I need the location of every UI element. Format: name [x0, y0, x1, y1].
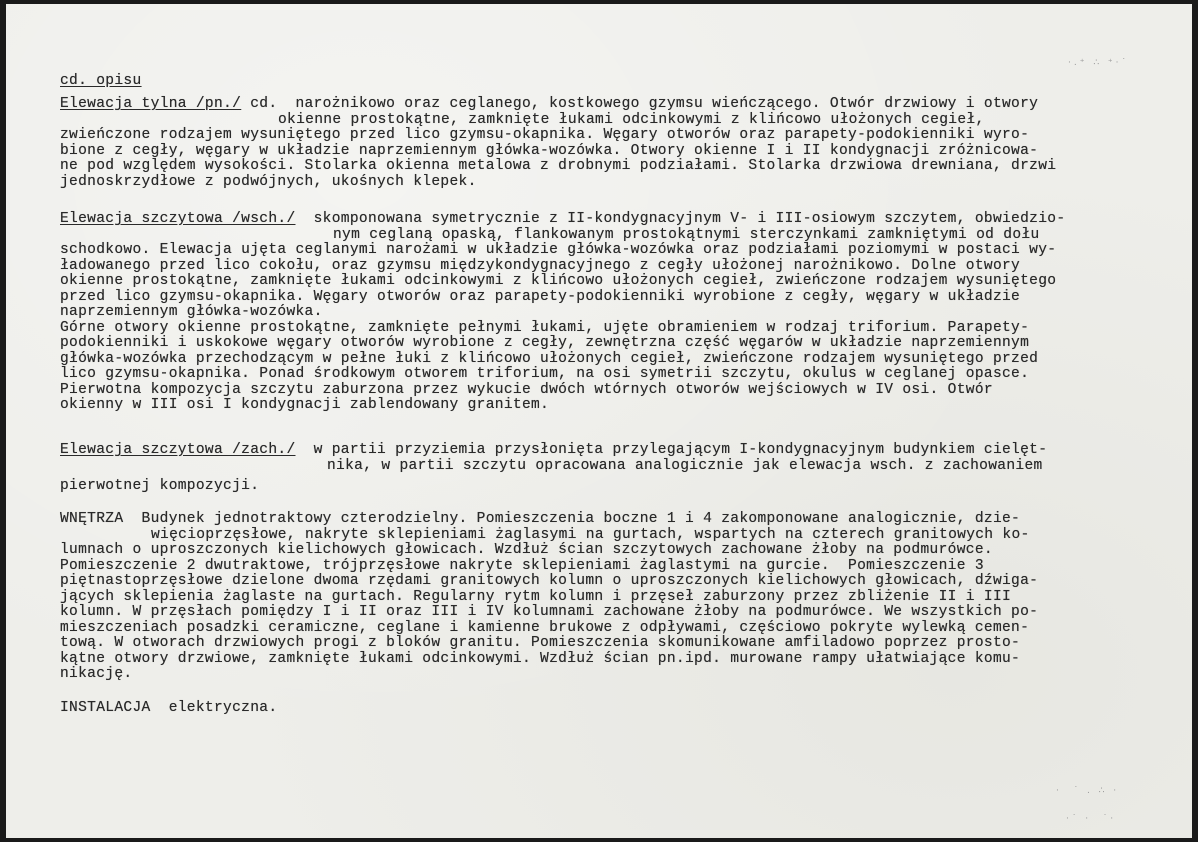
body-line: przed lico gzymsu-okapnika. Węgary otworów oraz parapety-podokienniki wyrobione z cegły, węgary w układzie: [60, 288, 1021, 305]
indented-line: nika, w partii szczytu opracowana analogicznie jak elewacja wsch. z zachowaniem: [327, 457, 1043, 474]
body-line: pierwotnej kompozycji.: [60, 478, 260, 494]
body-line: okienne prostokątne, zamknięte łukami odcinkowymi z klińcowo ułożonych cegieł, zwieńczone rodzajem wysuniętego: [60, 273, 1057, 289]
indented-line: nym ceglaną opaską, flankowanym prostokątnymi sterczynkami zamkniętymi od dołu: [333, 226, 1040, 243]
body-line: lico gzymsu-okapnika. Ponad środkowym otworem triforium, na osi symetrii szczytu, okulus w ceglanej opasce.: [60, 366, 1030, 382]
section-heading: WNĘTRZA: [60, 511, 124, 527]
section-lead-line: WNĘTRZA Budynek jednotraktowy czterodzielny. Pomieszczenia boczne 1 i 4 zakomponowane analogicznie, dzie-: [60, 511, 1021, 527]
body-line: zwieńczone rodzajem wysuniętego przed lico gzymsu-okapnika. Węgary otworów oraz parapety-podokienniki wyro-: [60, 127, 1030, 143]
body-line: nikację.: [60, 666, 133, 682]
body-line: lumnach o uproszczonych kielichowych głowicach. Wzdłuż ścian szczytowych zachowane żłoby na podmurówce.: [60, 542, 993, 558]
body-line: jednoskrzydłowe z podwójnych, ukośnych klepek.: [60, 173, 477, 190]
indented-line: okienne prostokątne, zamknięte łukami odcinkowymi z klińcowo ułożonych cegieł,: [278, 111, 985, 128]
body-line: Pierwotna kompozycja szczytu zaburzona przez wykucie dwóch wtórnych otworów wejściowych w IV osi. Otwór: [60, 381, 993, 398]
body-line: okienny w III osi I kondygnacji zablendowany granitem.: [60, 397, 550, 413]
body-line: bione z cegły, węgary w układzie naprzemiennym główka-wozówka. Otwory okienne I i II kondygnacji zróżnicowa-: [60, 142, 1039, 159]
section-heading: INSTALACJA: [60, 700, 151, 716]
body-line: Górne otwory okienne prostokątne, zamknięte pełnymi łukami, ujęte obramieniem w rodzaj triforium. Parapety-: [60, 319, 1030, 336]
scan-speckle: ·˙ · ˙·: [1066, 814, 1117, 824]
body-line: podokienniki i uskokowe węgary otworów wyrobione z cegły, zewnętrzna część węgarów w układzie naprzemiennym: [60, 335, 1030, 351]
indented-line: więcioprzęsłowe, nakryte sklepieniami żaglasymi na gurtach, wspartych na czterech granitowych ko-: [151, 526, 1030, 543]
body-line: ne pod względem wysokości. Stolarka okienna metalowa z drobnymi podziałami. Stolarka drzwiowa drewniana, drzwi: [60, 158, 1057, 174]
body-line: kolumn. W przęsłach pomiędzy I i II oraz III i IV kolumnami zachowane żłoby na podmurówce. We wszystkich po-: [60, 604, 1039, 620]
body-line: Pomieszczenie 2 dwutraktowe, trójprzęsłowe nakryte sklepieniami żaglastymi na gurcie. Pomieszczenie 3: [60, 557, 984, 574]
body-line: ładowanego przed lico cokołu, oraz gzymsu międzykondygnacyjnego z cegły ułożonej narożnikowo. Dolne otwory: [60, 257, 1021, 274]
section-heading: Elewacja tylna /pn./: [60, 96, 242, 112]
body-line: główka-wozówka przechodzącym w pełne łuki z klińcowo ułożonych cegieł, zwieńczone rodzajem wysuniętego przed: [60, 350, 1039, 367]
section-lead-line: INSTALACJA elektryczna.: [60, 700, 278, 716]
section-lead-line: Elewacja szczytowa /wsch./ skomponowana symetrycznie z II-kondygnacyjnym V- i III-osiowym szczytem, obwiedzio-: [60, 211, 1066, 227]
section-lead-line: Elewacja tylna /pn./ cd. narożnikowo oraz ceglanego, kostkowego gzymsu wieńczącego. Otwór drzwiowy i otwory: [60, 96, 1039, 112]
continuation-header: cd. opisu: [60, 73, 142, 89]
section-lead-line: Elewacja szczytowa /zach./ w partii przyziemia przysłonięta przylegającym I-kondygnacyjnym budynkiem cielęt-: [60, 442, 1048, 458]
section-heading: Elewacja szczytowa /zach./: [60, 442, 296, 458]
body-line: naprzemiennym główka-wozówka.: [60, 304, 323, 320]
body-line: mieszczeniach posadzki ceramiczne, ceglane i kamienne brukowe z odpływami, częściowo pokryte wylewką cemen-: [60, 619, 1030, 636]
scanned-page: [6, 4, 1192, 838]
body-line: schodkowo. Elewacja ujęta ceglanymi narożami w układzie główka-wozówka oraz podziałami poziomymi w postaci wy-: [60, 242, 1057, 258]
scan-speckle: ·.⁺ ∴ ⁺·˙: [1068, 58, 1130, 68]
body-line: tową. W otworach drzwiowych progi z bloków granitu. Pomieszczenia skomunikowane amfiladowo poprzez prosto-: [60, 635, 1021, 651]
body-line: piętnastoprzęsłowe dzielone dwoma rzędami granitowych kolumn o uproszczonych kielichowych głowicach, dźwiga-: [60, 573, 1039, 589]
section-heading: Elewacja szczytowa /wsch./: [60, 211, 296, 227]
scan-speckle: · ˙ . ∴ ·: [1056, 786, 1120, 796]
body-line: jących sklepienia żaglaste na gurtach. Regularny rytm kolumn i przęseł zaburzony przez zbliżenie II i III: [60, 588, 1012, 605]
body-line: kątne otwory drzwiowe, zamknięte łukami odcinkowymi. Wzdłuż ścian pn.ipd. murowane rampy ułatwiające komu-: [60, 650, 1021, 667]
